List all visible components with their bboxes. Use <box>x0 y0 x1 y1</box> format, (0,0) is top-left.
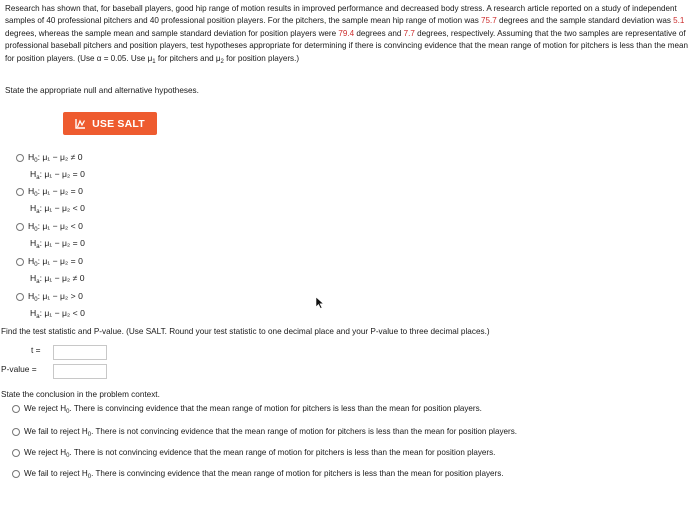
null-hypothesis-symbol: H <box>28 256 35 266</box>
mu2-subscript: 2 <box>220 58 224 65</box>
null-hypothesis-subscript: 0 <box>66 409 70 415</box>
hypothesis-option[interactable] <box>16 220 85 254</box>
problem-statement <box>5 3 693 68</box>
mu2-symbol: μ <box>215 53 221 63</box>
problem-text: Research has shown that, for baseball players, good hip range of motion results in improved performance and decreased body stress. A research article reported on a study of independent samples of 40 professional pitchers and 40 professional position players. For the pitchers, the sample mean hip range of motion was <box>5 4 677 26</box>
null-hypothesis-symbol: H <box>28 152 35 162</box>
p-value-label: P-value = <box>1 364 37 374</box>
alt-hypothesis-symbol: H <box>30 308 37 318</box>
conclusion-text: We reject <box>24 448 61 457</box>
t-statistic-input[interactable] <box>53 345 107 360</box>
radio-button[interactable] <box>12 449 20 457</box>
hypothesis-option[interactable] <box>16 255 85 289</box>
alt-hypothesis-symbol: H <box>30 238 37 248</box>
conclusion-text: We fail to reject <box>24 427 82 436</box>
conclusion-text: . There is not convincing evidence that the mean range of motion for pitchers is less than the mean for position players. <box>91 427 517 436</box>
problem-text: for position players.) <box>223 53 300 63</box>
position-mean-value: 79.4 <box>338 28 355 38</box>
conclusion-option[interactable] <box>12 427 517 438</box>
null-hypothesis-subscript: 0 <box>66 453 70 459</box>
alt-hypothesis-expression: : μ₁ − μ₂ ≠ 0 <box>39 273 85 283</box>
hypotheses-prompt: State the appropriate null and alternative hypotheses. <box>5 86 199 95</box>
alt-hypothesis-expression: : μ₁ − μ₂ < 0 <box>39 203 85 213</box>
null-hypothesis-symbol: H <box>60 404 67 413</box>
null-hypothesis-subscript: 0 <box>34 262 38 268</box>
position-sd-value: 7.7 <box>403 28 415 38</box>
salt-chart-icon <box>75 118 86 129</box>
problem-text: degrees, respectively. Assuming that the two samples are representative of professional baseball pitchers and position players, test hypotheses appropriate for determining if there is convincing evidence that the mean range of motion for pitchers is less than the mean for position players. (Use α = 0.05. Use <box>5 28 688 63</box>
null-hypothesis-symbol: H <box>28 221 35 231</box>
null-hypothesis-expression: : μ₁ − μ₂ < 0 <box>37 221 83 231</box>
use-salt-label: USE SALT <box>92 117 145 130</box>
mu1-symbol: μ <box>147 53 153 63</box>
alt-hypothesis-subscript: a <box>36 279 40 285</box>
alt-hypothesis-expression: : μ₁ − μ₂ < 0 <box>39 308 85 318</box>
null-hypothesis-symbol: H <box>81 469 88 478</box>
problem-text: degrees, whereas the sample mean and sample standard deviation for position players were <box>5 28 339 38</box>
hypothesis-option[interactable] <box>16 290 85 324</box>
null-hypothesis-expression: : μ₁ − μ₂ > 0 <box>37 291 83 301</box>
mu1-subscript: 1 <box>152 58 156 65</box>
use-salt-button[interactable] <box>63 112 157 135</box>
problem-text: for pitchers and <box>155 53 216 63</box>
radio-button[interactable] <box>16 154 24 162</box>
radio-button[interactable] <box>16 293 24 301</box>
problem-text: degrees and <box>354 28 404 38</box>
conclusion-text: . There is not convincing evidence that the mean range of motion for pitchers is less than the mean for position players. <box>69 448 496 457</box>
conclusion-option[interactable] <box>12 404 482 415</box>
mouse-cursor-icon <box>315 296 325 311</box>
null-hypothesis-subscript: 0 <box>87 474 92 480</box>
test-prompt: Find the test statistic and P-value. (Use SALT. Round your test statistic to one decimal place and your P-value to three decimal places.) <box>1 327 490 336</box>
radio-button[interactable] <box>12 405 20 413</box>
conclusion-text: . There is convincing evidence that the mean range of motion for pitchers is less than the mean for position players. <box>69 404 482 413</box>
alt-hypothesis-subscript: a <box>36 209 40 215</box>
radio-button[interactable] <box>12 428 20 436</box>
hypothesis-option[interactable] <box>16 151 85 185</box>
problem-text: degrees and the sample standard deviation was <box>496 16 674 26</box>
null-hypothesis-symbol: H <box>28 186 35 196</box>
alt-hypothesis-expression: : μ₁ − μ₂ = 0 <box>39 169 85 179</box>
null-hypothesis-expression: : μ₁ − μ₂ ≠ 0 <box>37 152 83 162</box>
conclusion-text: . There is convincing evidence that the mean range of motion for pitchers is less than the mean for position players. <box>91 469 504 478</box>
hypothesis-option[interactable] <box>16 185 85 219</box>
null-hypothesis-subscript: 0 <box>34 227 38 233</box>
null-hypothesis-subscript: 0 <box>34 297 38 303</box>
null-hypothesis-symbol: H <box>28 291 35 301</box>
null-hypothesis-subscript: 0 <box>34 192 38 198</box>
conclusion-text: We reject <box>24 404 61 413</box>
pitcher-sd-value: 5.1 <box>673 16 685 26</box>
radio-button[interactable] <box>16 188 24 196</box>
alt-hypothesis-expression: : μ₁ − μ₂ = 0 <box>39 238 85 248</box>
p-value-input[interactable] <box>53 364 107 379</box>
radio-button[interactable] <box>16 223 24 231</box>
null-hypothesis-expression: : μ₁ − μ₂ = 0 <box>37 256 83 266</box>
conclusion-prompt: State the conclusion in the problem context. <box>1 390 160 399</box>
null-hypothesis-symbol: H <box>60 448 67 457</box>
null-hypothesis-subscript: 0 <box>34 158 38 164</box>
pitcher-mean-value: 75.7 <box>481 16 497 26</box>
conclusion-option[interactable] <box>12 469 504 480</box>
radio-button[interactable] <box>12 470 20 478</box>
null-hypothesis-expression: : μ₁ − μ₂ = 0 <box>37 186 83 196</box>
null-hypothesis-subscript: 0 <box>87 432 92 438</box>
alt-hypothesis-subscript: a <box>36 244 40 250</box>
t-label: t = <box>31 345 41 355</box>
radio-button[interactable] <box>16 258 24 266</box>
conclusion-text: We fail to reject <box>24 469 82 478</box>
alt-hypothesis-subscript: a <box>36 175 40 181</box>
alt-hypothesis-subscript: a <box>36 314 40 320</box>
alt-hypothesis-symbol: H <box>30 273 37 283</box>
alt-hypothesis-symbol: H <box>30 203 37 213</box>
null-hypothesis-symbol: H <box>81 427 88 436</box>
conclusion-option[interactable] <box>12 448 495 459</box>
alt-hypothesis-symbol: H <box>30 169 37 179</box>
